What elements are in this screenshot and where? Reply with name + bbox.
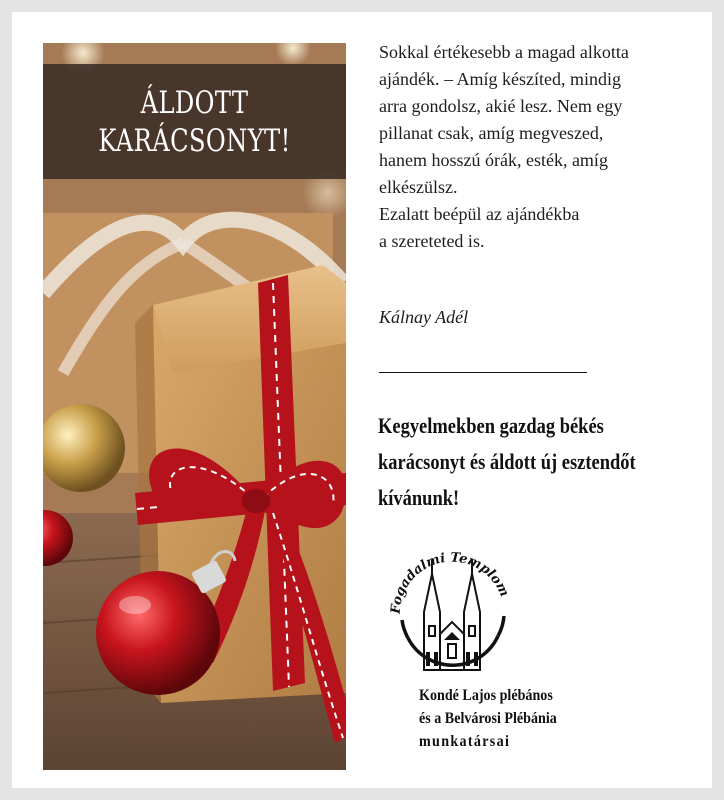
church-logo-icon xyxy=(380,540,520,680)
greeting-line: Kegyelmekben gazdag békés xyxy=(378,413,604,438)
quote-line: ajándék. – Amíg készíted, mindig xyxy=(379,69,621,89)
title-banner xyxy=(43,64,346,179)
quote-author: Kálnay Adél xyxy=(379,307,469,327)
quote-line: a szereteted is. xyxy=(379,231,485,251)
quote-line: hanem hosszú órák, esték, amíg xyxy=(379,150,608,170)
logo-arc-text: Fogadalmi Templom xyxy=(388,550,512,615)
title-line-2: KARÁCSONYT! xyxy=(98,122,291,159)
signature-block xyxy=(419,684,630,753)
church-logo xyxy=(380,540,520,684)
quote-line: Sokkal értékesebb a magad alkotta xyxy=(379,42,629,62)
greeting-title xyxy=(76,84,312,160)
poem-quote xyxy=(379,39,699,255)
signature-line: munkatársai xyxy=(419,733,511,750)
quote-line: pillanat csak, amíg megveszed, xyxy=(379,123,604,143)
title-line-1: ÁLDOTT xyxy=(140,84,249,121)
svg-text:Fogadalmi Templom xyxy=(389,550,512,615)
greeting-line: karácsonyt és áldott új esztendőt xyxy=(378,449,636,474)
season-greeting xyxy=(378,408,714,516)
signature-line: és a Belvárosi Plébánia xyxy=(419,710,557,727)
quote-line: elkészülsz. xyxy=(379,177,458,197)
greeting-card xyxy=(12,12,712,788)
greeting-line: kívánunk! xyxy=(378,485,460,510)
signature-line: Kondé Lajos plébános xyxy=(419,687,553,704)
quote-line: Ezalatt beépül az ajándékba xyxy=(379,204,580,224)
christmas-photo xyxy=(43,43,346,770)
divider-line xyxy=(379,372,587,373)
quote-line: arra gondolsz, akié lesz. Nem egy xyxy=(379,96,623,116)
